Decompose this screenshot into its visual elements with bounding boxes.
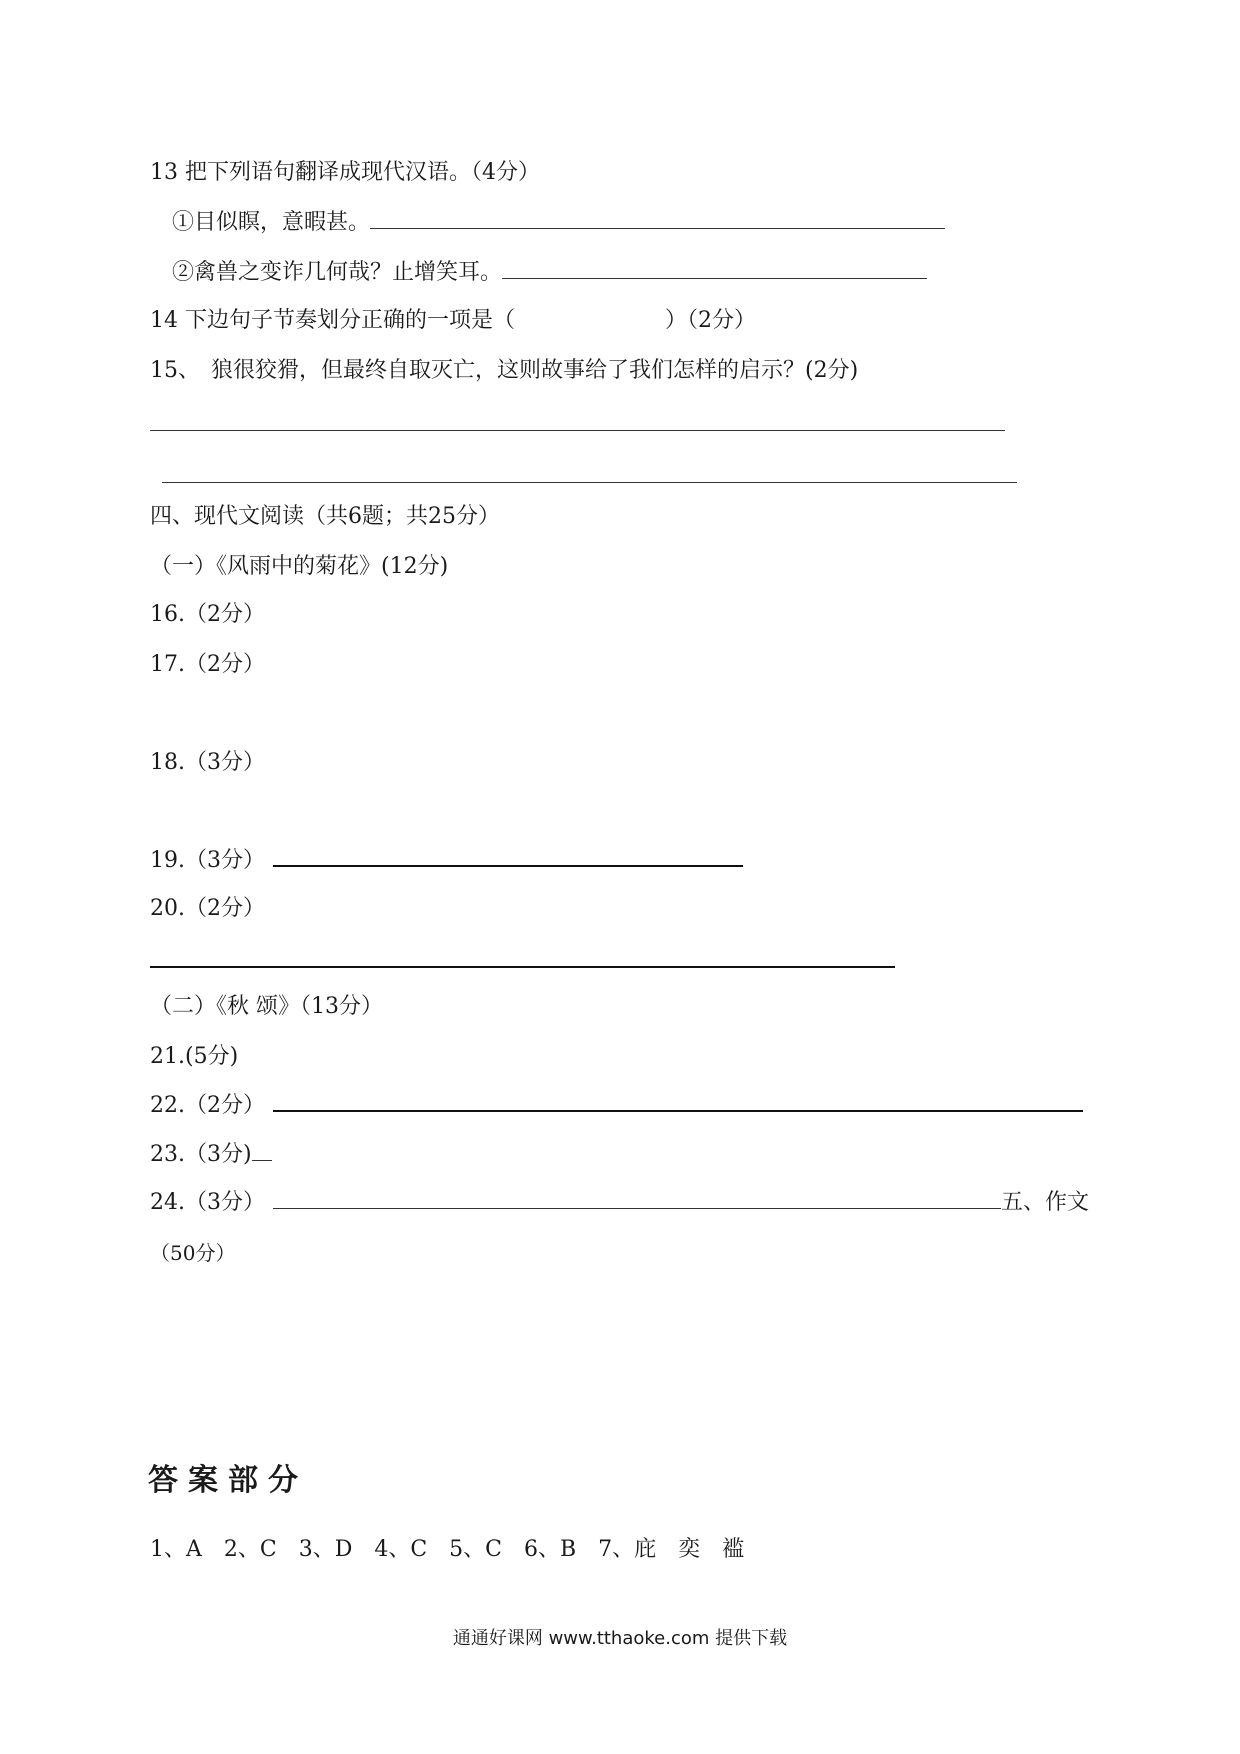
q16: 16.（2分） xyxy=(150,602,265,627)
q13-s1-blank[interactable] xyxy=(370,210,945,229)
q19-label: 19.（3分） xyxy=(150,848,265,873)
q22 xyxy=(150,1090,1083,1121)
q23-blank[interactable] xyxy=(252,1142,272,1161)
q14 xyxy=(150,306,756,336)
q24-blank[interactable] xyxy=(273,1190,1001,1209)
q20-blank[interactable] xyxy=(150,966,895,968)
answers-title: 答案部分 xyxy=(148,1463,308,1498)
q13-sentence-2 xyxy=(172,258,927,288)
section5-points: （50分） xyxy=(150,1241,236,1265)
footer-text: 通通好课网 www.tthaoke.com 提供下载 xyxy=(452,1628,788,1649)
q19-blank[interactable] xyxy=(273,845,743,867)
q22-blank[interactable] xyxy=(273,1090,1083,1112)
q19 xyxy=(150,845,743,876)
q13-s2-text: ②禽兽之变诈几何哉？止增笑耳。 xyxy=(172,260,503,285)
q13-s2-blank[interactable] xyxy=(502,260,927,279)
q13-s1-text: ①目似瞑，意暇甚。 xyxy=(172,210,371,235)
q15-blank-2[interactable] xyxy=(162,482,1017,483)
section5-title: 五、作文 xyxy=(1001,1190,1090,1215)
q23-label: 23.（3分) xyxy=(150,1142,252,1167)
q17: 17.（2分） xyxy=(150,652,265,677)
q21: 21.(5分) xyxy=(150,1044,239,1069)
q14-text-b: ）（2分） xyxy=(665,308,756,333)
q13-title: 13 把下列语句翻译成现代汉语。（4分） xyxy=(150,160,540,185)
q18: 18.（3分） xyxy=(150,750,265,775)
section4-title: 四、现代文阅读（共6题；共25分） xyxy=(150,504,500,529)
answers-line-1: 1、A 2、C 3、D 4、C 5、C 6、B 7、庇 奕 褴 xyxy=(150,1537,745,1562)
q24-label: 24.（3分） xyxy=(150,1190,265,1215)
section4-part2-title: （二）《秋 颂》（13分） xyxy=(150,994,383,1019)
q23 xyxy=(150,1140,272,1170)
q20: 20.（2分） xyxy=(150,896,265,921)
q14-text-a: 14 下边句子节奏划分正确的一项是（ xyxy=(150,308,515,333)
q15-text: 15、 狼很狡猾，但最终自取灭亡，这则故事给了我们怎样的启示？(2分) xyxy=(150,358,859,383)
q13-sentence-1 xyxy=(172,208,945,238)
q15-blank-1[interactable] xyxy=(150,430,1005,431)
section4-part1-title: （一）《风雨中的菊花》(12分) xyxy=(150,554,449,579)
q24 xyxy=(150,1188,1089,1218)
q22-label: 22.（2分） xyxy=(150,1093,265,1118)
